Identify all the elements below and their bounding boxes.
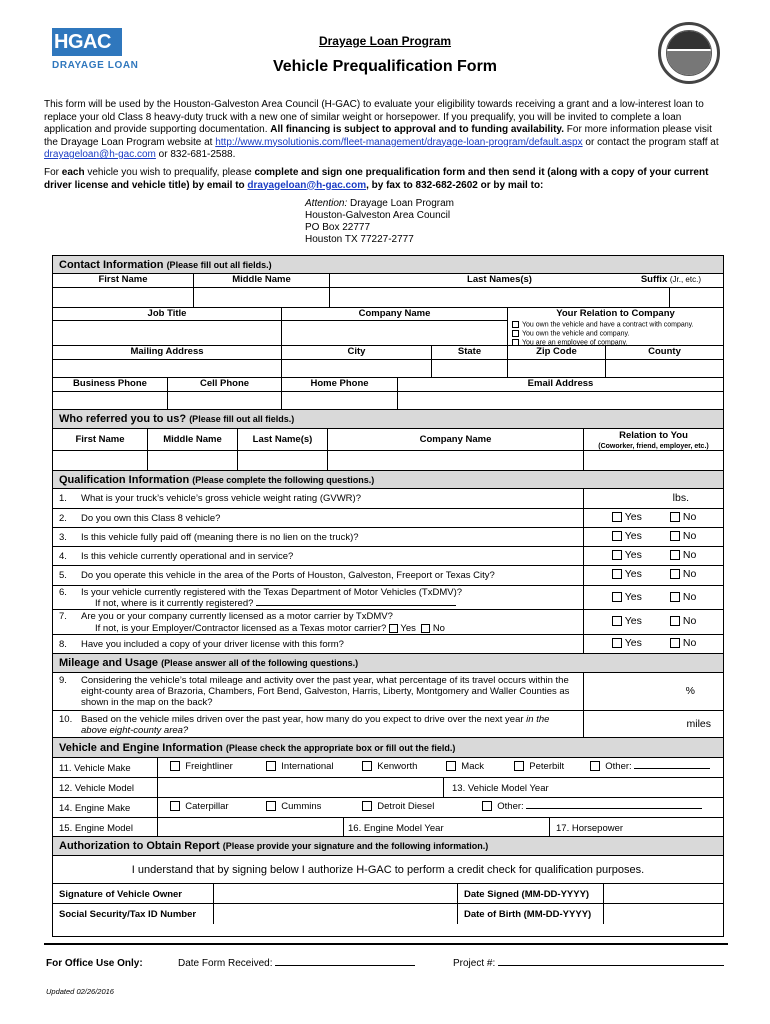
ref-first-name-field[interactable] xyxy=(53,451,147,470)
contact-section-header: Contact Information (Please fill out all fields.) xyxy=(53,256,723,274)
label-email: Email Address xyxy=(397,378,723,391)
project-number: Project #: xyxy=(453,958,724,969)
miles-field[interactable]: miles xyxy=(583,711,723,737)
engine-year-field[interactable]: 16. Engine Model Year xyxy=(343,818,549,836)
form-table xyxy=(52,255,724,937)
label-signature: Signature of Vehicle Owner xyxy=(59,889,183,900)
label-county: County xyxy=(605,346,723,359)
make-freightliner[interactable]: Freightliner xyxy=(170,761,233,772)
label-first-name: First Name xyxy=(98,274,148,285)
horsepower-field[interactable]: 17. Horsepower xyxy=(549,818,659,836)
relation-option-3[interactable]: You are an employee of company. xyxy=(512,339,723,348)
q8-yes[interactable]: Yes xyxy=(612,638,642,649)
make-international[interactable]: International xyxy=(266,761,334,772)
label-business-phone: Business Phone xyxy=(73,378,147,389)
date-received-field[interactable] xyxy=(275,965,415,966)
q7-sub-no[interactable]: No xyxy=(419,623,445,634)
label-relation: Your Relation to Company xyxy=(507,308,723,320)
q6-registration-field[interactable] xyxy=(256,605,456,606)
authorization-statement: I understand that by signing below I authorize H-GAC to perform a credit check for qualification purposes. xyxy=(53,856,723,884)
instructions-paragraph: For each vehicle you wish to prequalify, please complete and sign one prequalification form and then send it (along with a copy of your current driver license and vehicle title) by email to drayageloan@h-gac.com, by fax to 832-682-2602 or by mail to: xyxy=(44,167,709,191)
label-last-names: Last Names(s) xyxy=(329,274,669,287)
mailing-address-field[interactable] xyxy=(53,360,281,377)
ref-company-field[interactable] xyxy=(327,451,583,470)
label-ref-first-name: First Name xyxy=(75,434,125,445)
q5-yes[interactable]: Yes xyxy=(612,569,642,580)
project-number-field[interactable] xyxy=(498,965,724,966)
label-cell-phone: Cell Phone xyxy=(167,378,281,391)
county-field[interactable] xyxy=(605,360,723,377)
q6-no[interactable]: No xyxy=(670,592,696,603)
q7-no[interactable]: No xyxy=(670,616,696,627)
label-company-name: Company Name xyxy=(281,308,507,320)
email-field[interactable] xyxy=(397,392,723,409)
q4-yes[interactable]: Yes xyxy=(612,550,642,561)
label-ref-last-names: Last Name(s) xyxy=(237,429,327,450)
label-job-title: Job Title xyxy=(147,308,187,319)
email-link-2[interactable]: drayageloan@h-gac.com xyxy=(247,179,367,191)
authorization-section-header: Authorization to Obtain Report (Please provide your signature and the following information.) xyxy=(53,837,723,856)
relation-option-1[interactable]: You own the vehicle and have a contract with company. xyxy=(512,321,723,330)
label-ref-company: Company Name xyxy=(327,429,583,450)
question-10: 10. Based on the vehicle miles driven over the past year, how many do you expect to drive over the next year in the above eight-county area? miles xyxy=(53,711,723,738)
suffix-field[interactable] xyxy=(669,288,723,307)
label-dob: Date of Birth (MM-DD-YYYY) xyxy=(457,904,603,924)
q3-yes[interactable]: Yes xyxy=(612,531,642,542)
date-signed-field[interactable] xyxy=(603,884,723,903)
program-name: Drayage Loan Program xyxy=(318,34,452,48)
label-ssn: Social Security/Tax ID Number xyxy=(59,909,197,920)
intro-paragraph: This form will be used by the Houston-Galveston Area Council (H-GAC) to evaluate your eligibility towards receiving a grant and a low-interest loan to replace your old Class 8 heavy-duty truck with a new one of similar weight or horsepower. If you prequalify, you will be invited to complete a loan application and provide supporting documentation. All financing is subject to approval and to funding availability. For more information please visit the Drayage Loan Program website at http://www.mysolutionis.com/fleet-management/drayage-loan-program/default.aspx or contact the program staff at drayageloan@h-gac.com or 832-681-2588. xyxy=(44,99,719,160)
question-1: 1. What is your truck’s vehicle’s gross vehicle weight rating (GVWR)? lbs. xyxy=(53,489,723,509)
label-mailing-address: Mailing Address xyxy=(130,346,204,357)
question-8: 8. Have you included a copy of your driver license with this form? Yes No xyxy=(53,635,723,654)
dob-field[interactable] xyxy=(603,904,723,924)
engine-model-field[interactable] xyxy=(157,818,343,836)
question-2: 2. Do you own this Class 8 vehicle? Yes No xyxy=(53,509,723,528)
business-phone-field[interactable] xyxy=(53,392,167,409)
q2-yes[interactable]: Yes xyxy=(612,512,642,523)
engine-detroit-diesel[interactable]: Detroit Diesel xyxy=(362,801,434,812)
gvwr-field[interactable]: lbs. xyxy=(583,489,723,508)
updated-date: Updated 02/26/2016 xyxy=(46,987,114,996)
question-5: 5. Do you operate this vehicle in the area of the Ports of Houston, Galveston, Freeport or Texas City? Yes No xyxy=(53,566,723,586)
label-engine-model: 15. Engine Model xyxy=(59,823,133,834)
cell-phone-field[interactable] xyxy=(167,392,281,409)
logo-subtitle: DRAYAGE LOAN xyxy=(52,60,139,71)
ssn-field[interactable] xyxy=(213,904,457,924)
label-home-phone: Home Phone xyxy=(281,378,397,391)
label-state: State xyxy=(431,346,507,359)
label-ref-relation: Relation to You (Coworker, friend, employer, etc.) xyxy=(583,429,723,450)
last-name-field[interactable] xyxy=(329,288,669,307)
office-divider xyxy=(44,943,728,945)
make-mack[interactable]: Mack xyxy=(446,761,484,772)
question-6: 6. Is your vehicle currently registered with the Texas Department of Motor Vehicles (TxDMV)? If not, where is it currently registered? Yes No xyxy=(53,586,723,610)
referral-section-header: Who referred you to us? (Please fill out all fields.) xyxy=(53,410,723,429)
label-suffix: Suffix (Jr., etc.) xyxy=(640,274,701,285)
label-date-signed: Date Signed (MM-DD-YYYY) xyxy=(457,884,603,903)
make-other[interactable]: Other: xyxy=(590,761,710,772)
company-name-field[interactable] xyxy=(281,320,507,345)
zip-field[interactable] xyxy=(507,360,605,377)
program-website-link[interactable]: http://www.mysolutionis.com/fleet-management/drayage-loan-program/default.aspx xyxy=(215,136,583,148)
state-field[interactable] xyxy=(431,360,507,377)
ssn-row xyxy=(53,904,723,924)
office-use-label: For Office Use Only: xyxy=(46,958,143,969)
q7-sub-yes[interactable]: Yes xyxy=(389,623,416,634)
relation-option-2[interactable]: You own the vehicle and company. xyxy=(512,330,723,339)
engine-other[interactable]: Other: xyxy=(482,801,702,812)
label-ref-middle-name: Middle Name xyxy=(147,429,237,450)
engine-caterpillar[interactable]: Caterpillar xyxy=(170,801,229,812)
q7-yes[interactable]: Yes xyxy=(612,616,642,627)
percentage-field[interactable]: % xyxy=(583,673,723,710)
engine-make-row xyxy=(53,798,723,818)
q8-no[interactable]: No xyxy=(670,638,696,649)
make-kenworth[interactable]: Kenworth xyxy=(362,761,417,772)
qualification-section-header: Qualification Information (Please complete the following questions.) xyxy=(53,471,723,489)
email-link[interactable]: drayageloan@h-gac.com xyxy=(44,149,156,160)
city-field[interactable] xyxy=(281,360,431,377)
engine-model-row xyxy=(53,818,723,837)
first-name-field[interactable] xyxy=(53,288,193,307)
label-city: City xyxy=(281,346,431,359)
label-engine-make: 14. Engine Make xyxy=(59,803,131,814)
date-received: Date Form Received: xyxy=(178,958,415,969)
vehicle-year-field[interactable]: 13. Vehicle Model Year xyxy=(443,778,723,797)
middle-name-field[interactable] xyxy=(193,288,329,307)
vehicle-make-row xyxy=(53,758,723,778)
question-9: 9. Considering the vehicle’s total mileage and activity over the past year, what percentage of its travel occurs within the eight-county area of Brazoria, Chambers, Fort Bend, Galveston, Harris, Liberty, Montgomery and Waller Counties as shown in the map on the back? % xyxy=(53,673,723,711)
q3-no[interactable]: No xyxy=(670,531,696,542)
q4-no[interactable]: No xyxy=(670,550,696,561)
logo-hgac-text: HGAC xyxy=(52,28,122,56)
vehicle-section-header: Vehicle and Engine Information (Please check the appropriate box or fill out the field.) xyxy=(53,738,723,758)
job-title-field[interactable] xyxy=(53,320,281,345)
ref-last-name-field[interactable] xyxy=(237,451,327,470)
ref-middle-name-field[interactable] xyxy=(147,451,237,470)
form-title: Vehicle Prequalification Form xyxy=(272,58,498,75)
label-zip: Zip Code xyxy=(507,346,605,359)
label-vehicle-model: 12. Vehicle Model xyxy=(59,783,134,794)
question-3: 3. Is this vehicle fully paid off (meaning there is no lien on the truck)? Yes No xyxy=(53,528,723,547)
q5-no[interactable]: No xyxy=(670,569,696,580)
q6-yes[interactable]: Yes xyxy=(612,592,642,603)
mailing-address: Attention: Drayage Loan Program Houston-Galveston Area Council PO Box 22777 Houston TX 77227-2777 xyxy=(305,198,454,245)
make-peterbilt[interactable]: Peterbilt xyxy=(514,761,564,772)
ref-relation-field[interactable] xyxy=(583,451,723,470)
label-vehicle-make: 11. Vehicle Make xyxy=(59,763,131,774)
mileage-section-header: Mileage and Usage (Please answer all of the following questions.) xyxy=(53,654,723,673)
question-4: 4. Is this vehicle currently operational and in service? Yes No xyxy=(53,547,723,566)
q2-no[interactable]: No xyxy=(670,512,696,523)
vehicle-model-row xyxy=(53,778,723,798)
question-7: 7. Are you or your company currently licensed as a motor carrier by TxDMV? If not, is your Employer/Contractor licensed as a Texas motor carrier? Yes No Yes No xyxy=(53,610,723,635)
signature-field[interactable] xyxy=(213,884,457,903)
engine-cummins[interactable]: Cummins xyxy=(266,801,321,812)
vehicle-model-field[interactable] xyxy=(157,778,443,797)
home-phone-field[interactable] xyxy=(281,392,397,409)
label-middle-name: Middle Name xyxy=(193,274,329,287)
signature-row xyxy=(53,884,723,904)
